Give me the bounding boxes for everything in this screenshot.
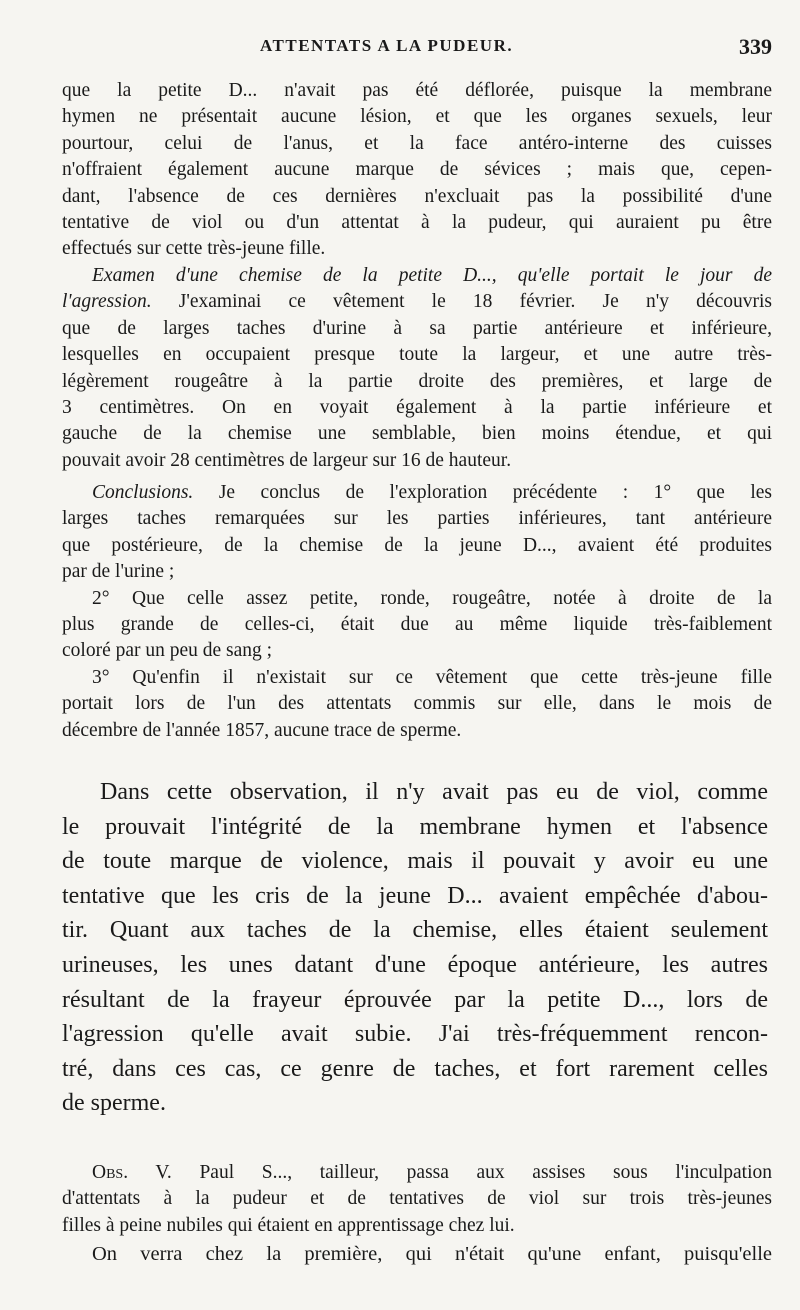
text-line: coloré par un peu de sang ; (62, 640, 273, 662)
conclusions-label: Conclusions. (92, 482, 194, 503)
text-line: urineuses, les unes datant d'une époque antérieure, les autres (62, 951, 768, 978)
text-line: décembre de l'année 1857, aucune trace de sperme. (62, 719, 462, 741)
text-span: Paul S..., tailleur, passa aux assises sous l'inculpation (171, 1162, 772, 1183)
text-line: tré, dans ces cas, ce genre de taches, et fort rarement celles (62, 1055, 768, 1082)
text-line: tentative de viol ou d'un attentat à la pudeur, qui auraient pu être (62, 212, 772, 234)
text-line: que de larges taches d'urine à sa partie antérieure et inférieure, (62, 317, 772, 339)
text-line: filles à peine nubiles qui étaient en apprentissage chez lui. (62, 1214, 515, 1236)
text-line: gauche de la chemise une semblable, bien moins étendue, et qui (62, 423, 772, 445)
text-line: que postérieure, de la chemise de la jeune D..., avaient été produites (62, 534, 772, 556)
text-line: tir. Quant aux taches de la chemise, elles étaient seulement (62, 917, 768, 944)
text-line: pouvait avoir 28 centimètres de largeur sur 16 de hauteur. (62, 449, 512, 471)
page-number: 339 (739, 34, 772, 59)
text-line (62, 1160, 772, 1186)
text-line: 3° Qu'enfin il n'existait sur ce vêtement que cette très-jeune fille (92, 666, 772, 688)
text-line: n'offraient également aucune marque de sévices ; mais que, cepen- (62, 159, 772, 181)
text-line: 3 centimètres. On en voyait également à la partie inférieure et (62, 397, 772, 419)
observation-intro (62, 78, 772, 263)
text-line: tentative que les cris de la jeune D... avaient empêchée d'abou- (62, 882, 768, 909)
text-line: par de l'urine ; (62, 561, 175, 583)
text-line: plus grande de celles-ci, était due au même liquide très-faiblement (62, 614, 772, 636)
obs-label: Obs. V. (92, 1162, 172, 1183)
text-line: de toute marque de violence, mais il pouvait y avoir eu une (62, 848, 768, 875)
text-line: larges taches remarquées sur les parties inférieures, tant antérieure (62, 508, 772, 530)
text-line: 2° Que celle assez petite, ronde, rougeâtre, notée à droite de la (92, 587, 772, 609)
text-line (62, 289, 772, 315)
text-line: effectués sur cette très-jeune fille. (62, 238, 326, 260)
text-line: résultant de la frayeur éprouvée par la petite D..., lors de (62, 986, 768, 1013)
text-line: Dans cette observation, il n'y avait pas eu de viol, comme (100, 779, 768, 805)
text-line: portait lors de l'un des attentats commis sur elle, dans le mois de (62, 693, 772, 715)
text-line: le prouvait l'intégrité de la membrane hymen et l'absence (62, 813, 768, 840)
text-line: que la petite D... n'avait pas été déflorée, puisque la membrane (62, 80, 772, 101)
text-line: dant, l'absence de ces dernières n'excluait pas la possibilité d'une (62, 185, 772, 207)
chemise-examination (62, 263, 772, 474)
text-line (62, 480, 772, 506)
text-line: d'attentats à la pudeur et de tentatives de viol sur trois très-jeunes (62, 1188, 772, 1210)
text-line: lesquelles en occupaient presque toute la largeur, et une autre très- (62, 344, 772, 366)
text-span: Je conclus de l'exploration précédente : 1° que les (193, 482, 772, 503)
exam-heading-end: l'agression. (62, 291, 152, 313)
conclusions (62, 480, 772, 744)
text-line: l'agression qu'elle avait subie. J'ai très-fréquemment rencon- (62, 1021, 768, 1048)
text-line: légèrement rougeâtre à la partie droite des premières, et large de (62, 370, 772, 392)
text-line: hymen ne présentait aucune lésion, et que les organes sexuels, leur (62, 106, 772, 128)
text-line: On verra chez la première, qui n'était qu'une enfant, puisqu'elle (92, 1243, 772, 1266)
page-header (60, 32, 772, 62)
observation-v (62, 1160, 772, 1269)
text-span: J'examinai ce vêtement le 18 février. Je n'y découvris (151, 291, 772, 313)
running-title: ATTENTATS A LA PUDEUR. (260, 36, 514, 55)
exam-heading: Examen d'une chemise de la petite D..., qu'elle portait le jour de (92, 265, 772, 286)
text-line: pourtour, celui de l'anus, et la face antéro-interne des cuisses (62, 132, 772, 154)
text-line: de sperme. (62, 1090, 166, 1117)
commentary (62, 775, 768, 1121)
